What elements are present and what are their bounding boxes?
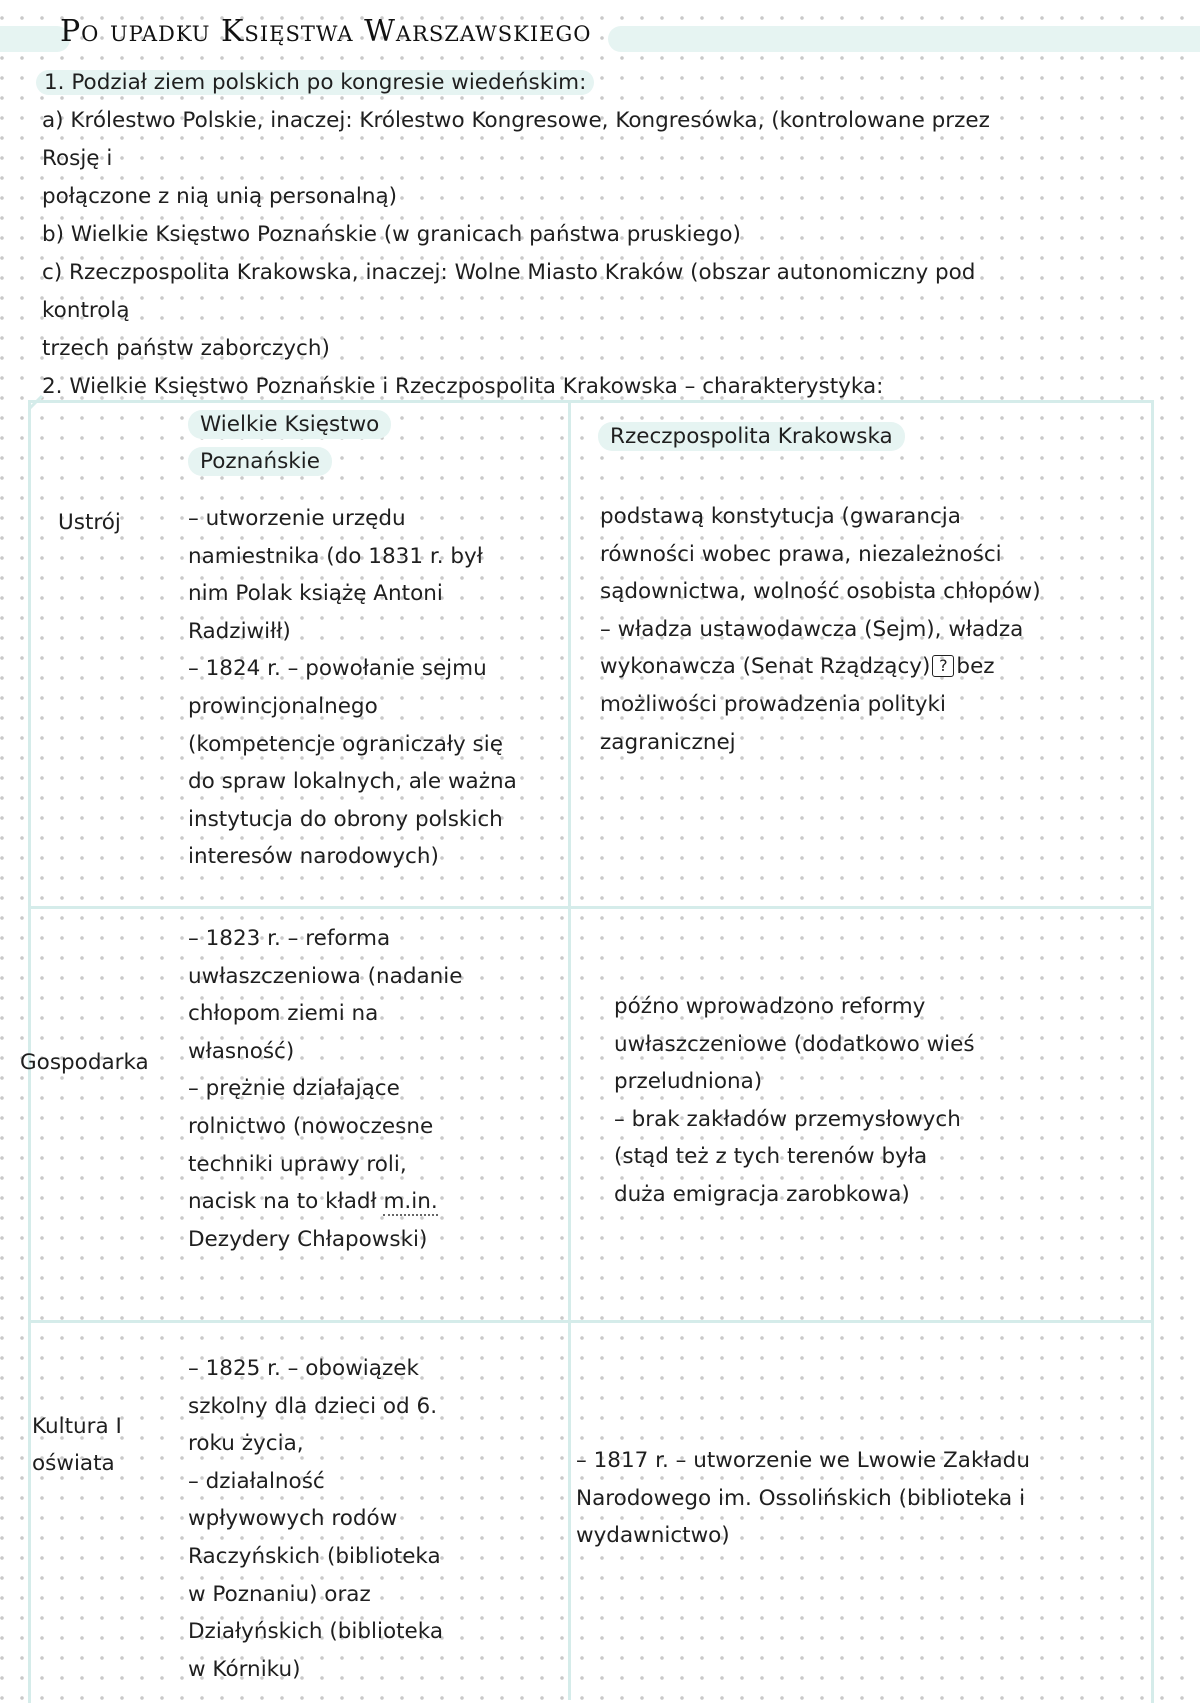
section-1-heading: 1. Podział ziem polskich po kongresie wiedeńskim: <box>42 70 594 95</box>
cell-ustroj-krakow: podstawą konstytucja (gwarancja równości wobec prawa, niezależności sądownictwa, wolność osobista chłopów) – władza ustawodawcza (Sejm), władza wykonawcza (Senat Rządzący) ? bez możliwości prowadzenia polityki zagranicznej <box>600 504 1041 755</box>
col1-header-line2: Poznańskie <box>188 447 332 476</box>
row-divider <box>28 906 1152 909</box>
col2-header: Rzeczpospolita Krakowska <box>598 422 905 451</box>
intro-line: trzech państw zaborczych) <box>42 336 330 361</box>
intro-line: połączone z nią unią personalną) <box>42 184 398 209</box>
row-label-gospodarka: Gospodarka <box>20 1050 149 1075</box>
unknown-glyph-box: ? <box>932 655 954 677</box>
column-divider <box>568 400 571 1700</box>
row-divider <box>28 1320 1152 1323</box>
table-corner-stroke <box>0 0 60 420</box>
intro-line: kontrolą <box>42 298 130 323</box>
title-highlight-right <box>608 26 1200 52</box>
cell-kultura-krakow: – 1817 r. – utworzenie we Lwowie Zakładu Narodowego im. Ossolińskich (biblioteka i wydawnictwo) <box>576 1448 1030 1549</box>
row-label-ustroj: Ustrój <box>58 510 121 535</box>
intro-line: c) Rzeczpospolita Krakowska, inaczej: Wolne Miasto Kraków (obszar autonomiczny pod <box>42 260 976 285</box>
col1-header-line1: Wielkie Księstwo <box>188 410 391 439</box>
cell-ustroj-poznan: – utworzenie urzędu namiestnika (do 1831 r. był nim Polak książę Antoni Radziwiłł) – 1824 r. – powołanie sejmu prowincjonalnego (kompetencje ograniczały się do spraw lokalnych, ale ważna instytucja do obrony polskich interesów narodowych) <box>188 506 517 870</box>
intro-line: b) Wielkie Księstwo Poznańskie (w granicach państwa pruskiego) <box>42 222 741 247</box>
intro-line: Rosję i <box>42 146 113 171</box>
cell-kultura-poznan: – 1825 r. – obowiązek szkolny dla dzieci od 6. roku życia, – działalność wpływowych rodów Raczyńskich (biblioteka w Poznaniu) oraz Działyńskich (biblioteka w Kórniku) <box>188 1356 444 1682</box>
page-title: Po upadku Księstwa Warszawskiego <box>60 14 592 49</box>
cell-gospodarka-krakow: późno wprowadzono reformy uwłaszczeniowe (dodatkowo wieś przeludniona) – brak zakładów przemysłowych (stąd też z tych terenów była duża emigracja zarobkowa) <box>614 994 975 1207</box>
section-2-heading: 2. Wielkie Księstwo Poznańskie i Rzeczpospolita Krakowska – charakterystyka: <box>42 374 884 399</box>
cell-gospodarka-poznan: – 1823 r. – reforma uwłaszczeniowa (nadanie chłopom ziemi na własność) – prężnie działające rolnictwo (nowoczesne techniki uprawy roli, nacisk na to kładł m.in. Dezydery Chłapowski) <box>188 926 463 1252</box>
row-label-kultura: Kultura I oświata <box>32 1414 122 1476</box>
intro-line: a) Królestwo Polskie, inaczej: Królestwo Kongresowe, Kongresówka, (kontrolowane przez <box>42 108 990 133</box>
